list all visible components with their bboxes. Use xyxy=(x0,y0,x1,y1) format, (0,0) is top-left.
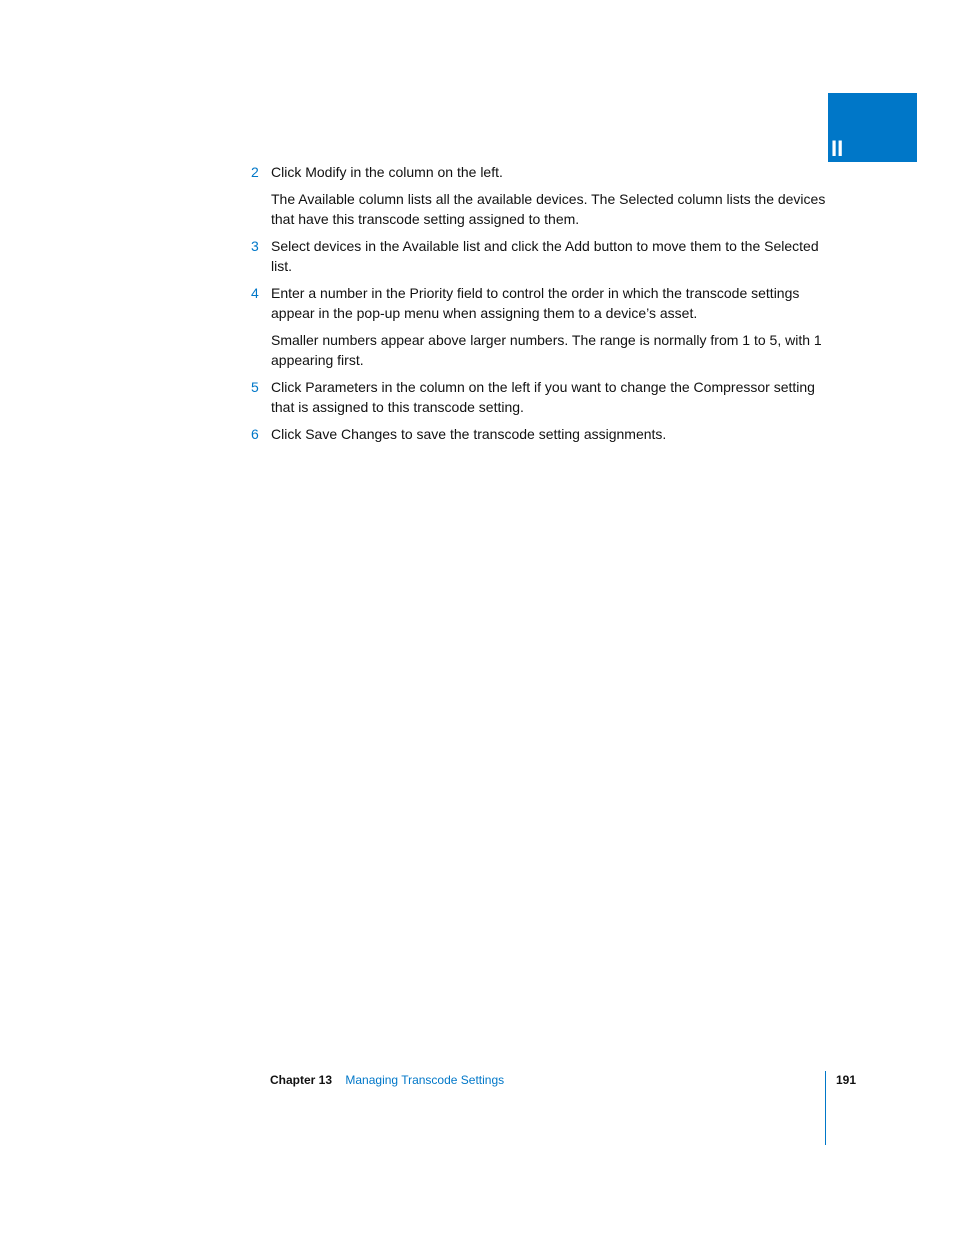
step-text: Enter a number in the Priority field to control the order in which the transcode settings appear in the pop-up menu when assigning them to a device’s asset. xyxy=(271,284,800,321)
step-2-note: The Available column lists all the available devices. The Selected column lists the devices that have this transcode setting assigned to them. xyxy=(271,190,826,227)
part-tab xyxy=(828,93,917,162)
step-4-note: Smaller numbers appear above larger numbers. The range is normally from 1 to 5, with 1 appearing first. xyxy=(271,331,822,368)
step-number: 3 xyxy=(251,237,259,254)
step-2 xyxy=(248,162,838,183)
step-4 xyxy=(248,283,838,324)
step-text: Click Parameters in the column on the left if you want to change the Compressor setting that is assigned to this transcode setting. xyxy=(271,378,815,415)
step-5 xyxy=(248,377,838,418)
step-6 xyxy=(248,424,838,445)
step-number: 6 xyxy=(251,425,259,442)
step-3 xyxy=(248,236,838,277)
instruction-steps xyxy=(248,162,838,450)
step-text: Click Modify in the column on the left. xyxy=(271,164,503,180)
chapter-title: Managing Transcode Settings xyxy=(345,1073,505,1087)
step-text: Click Save Changes to save the transcode setting assignments. xyxy=(271,425,667,442)
step-number: 2 xyxy=(251,164,259,180)
page-footer xyxy=(270,1073,504,1088)
page-number: 191 xyxy=(836,1073,857,1087)
part-tab-label: II xyxy=(831,136,844,161)
step-number: 5 xyxy=(251,378,259,395)
step-number: 4 xyxy=(251,284,259,301)
step-text: Select devices in the Available list and click the Add button to move them to the Selected list. xyxy=(271,237,819,274)
footer-divider xyxy=(825,1071,826,1145)
chapter-label: Chapter 13 xyxy=(270,1073,333,1087)
